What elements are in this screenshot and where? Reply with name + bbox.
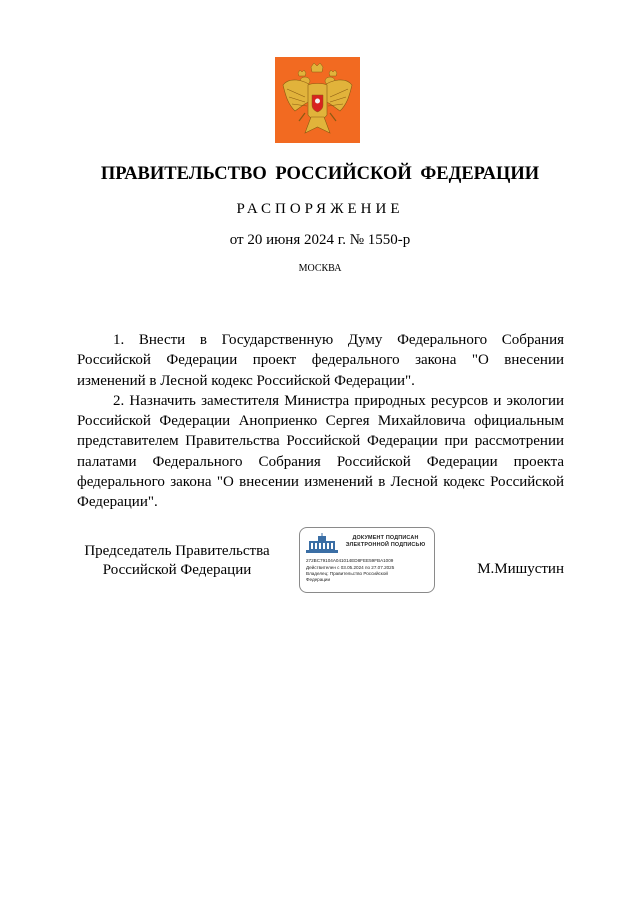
document-body	[77, 330, 564, 513]
stamp-certificate: 272BC79104A041014ED8FEE59FBA1009	[306, 558, 394, 563]
stamp-owner-line-2: Федерации	[306, 577, 331, 582]
signatory-position-line-1: Председатель Правительства	[84, 543, 270, 559]
government-title: ПРАВИТЕЛЬСТВО РОССИЙСКОЙ ФЕДЕРАЦИИ	[100, 164, 540, 184]
document-date-number: от 20 июня 2024 г. № 1550-р	[229, 232, 411, 248]
signatory-position	[77, 542, 277, 580]
stamp-heading	[338, 535, 433, 549]
government-building-icon	[305, 533, 339, 555]
document-city: МОСКВА	[298, 263, 342, 274]
russian-coat-of-arms-icon	[275, 57, 360, 143]
stamp-heading-line-1: ДОКУМЕНТ ПОДПИСАН	[352, 535, 419, 541]
stamp-validity: Действителен с 03.05.2024 по 27.07.2025	[306, 565, 395, 570]
paragraph-1: 1. Внести в Государственную Думу Федерального Собрания Российской Федерации проект федерального закона "О внесении изменений в Лесной кодекс Российской Федерации".	[77, 332, 564, 389]
paragraph-2: 2. Назначить заместителя Министра природных ресурсов и экологии Российской Федерации Аноприенко Сергея Михайловича официальным представителем Правительства Российской Федерации при рассмотрении палатами Федерального Собрания Российской Федерации проекта федерального закона "О внесении изменений в Лесной кодекс Российской Федерации".	[77, 392, 564, 511]
electronic-signature-stamp	[299, 527, 435, 593]
document-type: РАСПОРЯЖЕНИЕ	[236, 201, 404, 217]
signatory-name: М.Мишустин	[477, 561, 564, 577]
stamp-owner-line-1: Владелец: Правительство Российской	[306, 571, 388, 576]
stamp-heading-line-2: ЭЛЕКТРОННОЙ ПОДПИСЬЮ	[345, 542, 426, 548]
signatory-position-line-2: Российской Федерации	[102, 562, 252, 578]
